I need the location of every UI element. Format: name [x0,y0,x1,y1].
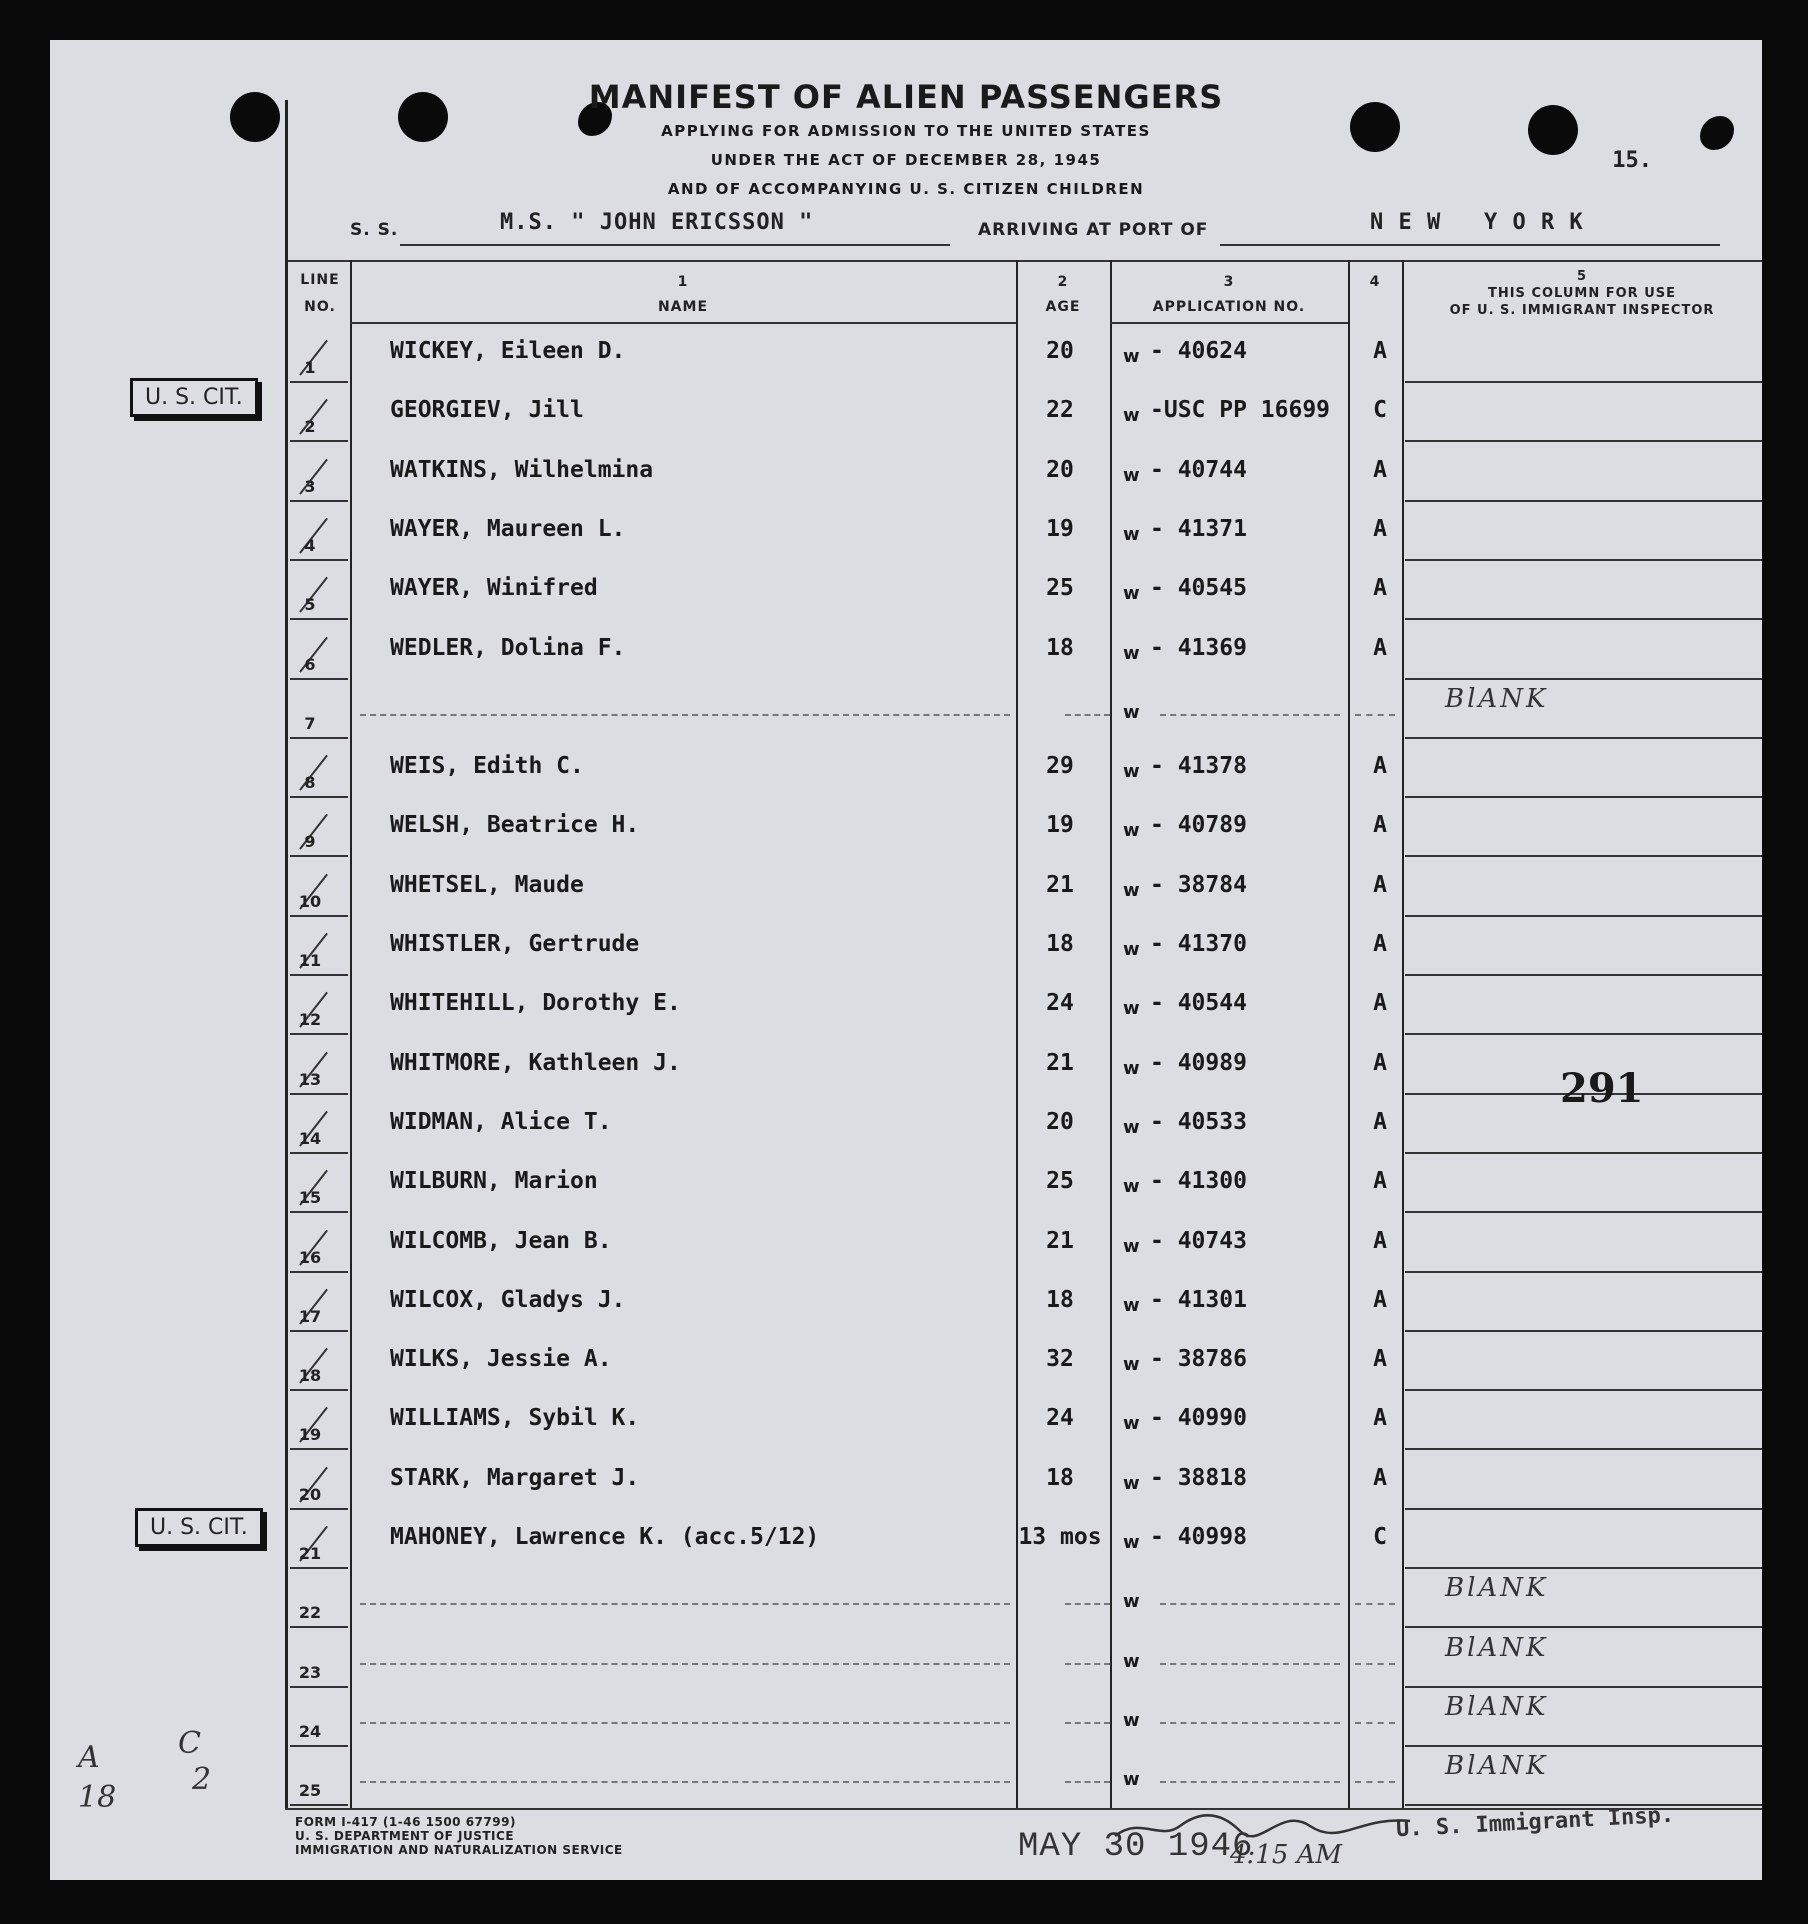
application-prefix: w [1123,464,1140,486]
application-number: - 40998 [1150,1524,1247,1550]
passenger-age: 25 [1046,1168,1074,1195]
form-line: IMMIGRATION AND NATURALIZATION SERVICE [295,1843,623,1857]
status-code: A [1373,931,1387,957]
col-name [350,274,1016,316]
status-code: A [1373,1168,1387,1195]
col-application [1110,274,1348,316]
passenger-age: 18 [1046,634,1074,661]
application-prefix: w [1123,1116,1140,1138]
application-number: - 40744 [1150,456,1247,483]
application-number: - 40989 [1150,1049,1247,1076]
table-row [50,976,1762,1035]
status-code: A [1373,634,1387,661]
table-row [50,798,1762,857]
ship-name: M.S. " JOHN ERICSSON " [500,210,814,235]
col-line-no [290,272,350,316]
table-row [50,1273,1762,1332]
application-prefix: w [1123,761,1140,783]
form-line: U. S. DEPARTMENT OF JUSTICE [295,1829,515,1843]
line-number: 23 [298,1662,322,1682]
passenger-age: 24 [1046,990,1074,1017]
passenger-name: WILBURN, Marion [390,1168,598,1195]
line-number: 2 [304,417,316,437]
ship-row [350,208,1720,248]
form-info [295,1815,623,1857]
application-prefix: w [1123,1472,1140,1494]
status-code: C [1373,397,1387,424]
subtitle-line: APPLYING FOR ADMISSION TO THE UNITED STATES [661,122,1151,140]
application-prefix: w [1123,1709,1140,1731]
sheet-number: 15. [1612,148,1652,173]
table-row [50,1332,1762,1391]
line-number: 15 [298,1188,322,1208]
passenger-age: 20 [1046,1108,1074,1135]
col-name-label: NAME [657,299,709,315]
passenger-name: GEORGIEV, Jill [390,397,584,424]
passenger-name: MAHONEY, Lawrence K. (acc.5/12) [390,1524,820,1550]
line-number: 13 [298,1069,322,1089]
passenger-name: WICKEY, Eileen D. [390,338,626,364]
blank-dash [1355,1722,1395,1724]
col-inspector-label: THIS COLUMN FOR USE [1487,286,1677,301]
col-age-label: AGE [1045,299,1081,315]
col-number: 4 [1369,274,1381,290]
passenger-age: 21 [1046,871,1074,898]
table-row [50,561,1762,620]
blank-dash [360,1603,1010,1605]
status-code: A [1373,1049,1387,1076]
passenger-name: WATKINS, Wilhelmina [390,456,654,483]
blank-dash [1065,1663,1110,1665]
application-prefix: w [1123,1354,1140,1376]
application-prefix: w [1123,1769,1140,1791]
table-row [50,858,1762,917]
table-row [50,1688,1762,1747]
passenger-age: 13 mos [1018,1524,1102,1550]
line-number: 6 [304,654,316,674]
application-prefix: w [1123,346,1140,367]
col-number: 5 [1576,269,1588,284]
application-prefix: w [1123,1176,1140,1198]
us-citizen-stamp: U. S. CIT. [130,378,258,417]
subtitle-line: AND OF ACCOMPANYING U. S. CITIZEN CHILDREN [667,180,1145,198]
margin-note: A [78,1740,100,1775]
application-prefix: w [1123,820,1140,842]
application-prefix: w [1123,1294,1140,1316]
time-note: 4:15 AM [1230,1840,1343,1870]
table-row [50,1629,1762,1688]
blank-dash [1160,1663,1340,1665]
blank-dash [1160,714,1340,716]
line-number: 14 [298,1128,322,1148]
blank-dash [1355,1603,1395,1605]
line-number: 3 [304,476,316,496]
line-number: 18 [298,1366,322,1386]
line-number: 1 [304,358,316,377]
application-number: - 41369 [1150,634,1247,661]
line-number: 7 [304,713,316,733]
blank-dash [1160,1603,1340,1605]
passenger-name: WILCOX, Gladys J. [390,1286,626,1313]
status-code: A [1373,812,1387,839]
table-row [50,1510,1762,1569]
passenger-name: WELSH, Beatrice H. [390,812,640,839]
passenger-age: 29 [1046,753,1074,780]
application-prefix: w [1123,998,1140,1020]
application-number: - 41371 [1150,515,1247,542]
table-row [50,1214,1762,1273]
line-number: 22 [298,1603,322,1623]
ship-line [400,244,950,246]
line-number: 5 [304,595,316,615]
blank-dash [1065,1603,1110,1605]
blank-note: BlANK [1445,1751,1549,1782]
passenger-age: 19 [1046,515,1074,542]
blank-dash [1355,1663,1395,1665]
col-application-label: APPLICATION NO. [1152,299,1306,315]
margin-note: 18 [78,1780,117,1815]
margin-note: 2 [192,1762,212,1797]
blank-dash [1065,1722,1110,1724]
status-code: A [1373,1286,1387,1313]
manifest-title: MANIFEST OF ALIEN PASSENGERS [588,78,1224,116]
manifest-sheet [50,40,1762,1880]
line-number: 8 [304,773,316,793]
passenger-age: 21 [1046,1049,1074,1076]
application-number: - 38784 [1150,871,1247,898]
date-stamp: MAY 30 1946 [1018,1828,1254,1866]
table-row [50,1747,1762,1806]
passenger-name: WILCOMB, Jean B. [390,1227,612,1254]
table-row [50,324,1762,383]
col-number: 3 [1223,274,1235,290]
passenger-name: WHITEHILL, Dorothy E. [390,990,681,1017]
table-row [50,1391,1762,1450]
application-prefix: w [1123,939,1140,960]
table-row [50,383,1762,442]
line-number: 21 [298,1544,322,1563]
margin-note: C [178,1726,201,1761]
col-4 [1348,274,1402,291]
passenger-name: WAYER, Maureen L. [390,515,626,542]
blank-dash [360,1722,1010,1724]
blank-note: BlANK [1445,683,1549,714]
application-number: - 41370 [1150,931,1247,957]
application-number: - 40624 [1150,338,1247,364]
us-citizen-stamp: U. S. CIT. [135,1508,263,1547]
status-code: A [1373,456,1387,483]
application-prefix: w [1123,1235,1140,1257]
blank-dash [1160,1722,1340,1724]
table-row [50,1036,1762,1095]
status-code: A [1373,1108,1387,1135]
passenger-name: WHETSEL, Maude [390,871,584,898]
application-prefix: w [1123,701,1140,723]
line-number: 17 [298,1306,322,1326]
port-name: N E W Y O R K [1370,210,1584,235]
line-number: 20 [298,1484,322,1504]
arriving-label: ARRIVING AT PORT OF [978,220,1209,240]
application-number: - 41378 [1150,753,1247,780]
subtitle-line: UNDER THE ACT OF DECEMBER 28, 1945 [710,151,1102,169]
application-number: - 40990 [1150,1405,1247,1432]
passenger-age: 18 [1046,1464,1074,1491]
blank-dash [1065,714,1110,716]
application-number: - 38818 [1150,1464,1247,1491]
status-code: A [1373,515,1387,542]
application-number: - 40544 [1150,990,1247,1017]
application-prefix: w [1123,879,1140,901]
line-number: 25 [298,1781,322,1801]
passenger-age: 20 [1046,338,1074,364]
status-code: A [1373,1227,1387,1254]
status-code: A [1373,1346,1387,1373]
table-row [50,443,1762,502]
line-number: 4 [304,535,316,555]
application-prefix: w [1123,1413,1140,1435]
col-line-no-label: NO. [304,299,336,315]
blank-dash [360,1781,1010,1783]
passenger-age: 19 [1046,812,1074,839]
blank-note: BlANK [1445,1691,1549,1722]
passenger-name: WHISTLER, Gertrude [390,931,640,957]
col-inspector [1402,268,1762,319]
col-inspector-label: OF U. S. IMMIGRANT INSPECTOR [1449,303,1715,318]
status-code: A [1373,338,1387,364]
passenger-age: 21 [1046,1227,1074,1254]
status-code: A [1373,575,1387,602]
form-line: FORM I-417 (1-46 1500 67799) [295,1815,516,1829]
table-row [50,1569,1762,1628]
passenger-age: 32 [1046,1346,1074,1373]
table-row [50,502,1762,561]
line-number: 16 [298,1247,322,1267]
passenger-age: 24 [1046,1405,1074,1432]
application-number: - 41301 [1150,1286,1247,1313]
application-number: - 41300 [1150,1168,1247,1195]
application-number: -USC PP 16699 [1150,397,1331,424]
inspector-count: 291 [1560,1065,1644,1112]
passenger-name: STARK, Margaret J. [390,1464,640,1491]
blank-dash [1355,714,1395,716]
application-prefix: w [1123,642,1140,664]
line-number: 12 [298,1010,322,1030]
col-number: 2 [1057,274,1069,290]
status-code: A [1373,1405,1387,1432]
passenger-age: 22 [1046,397,1074,424]
line-no-rule [290,1804,348,1806]
application-prefix: w [1123,1591,1140,1613]
port-line [1220,244,1720,246]
inspector-stamp: U. S. Immigrant Insp. [1395,1802,1675,1843]
table-row [50,621,1762,680]
application-number: - 40545 [1150,575,1247,602]
passenger-name: WEDLER, Dolina F. [390,634,626,661]
passenger-name: WEIS, Edith C. [390,753,584,780]
passenger-name: WHITMORE, Kathleen J. [390,1049,681,1076]
blank-dash [1065,1781,1110,1783]
line-number: 11 [298,951,322,970]
blank-dash [1160,1781,1340,1783]
application-prefix: w [1123,405,1140,427]
application-number: - 40743 [1150,1227,1247,1254]
blank-note: BlANK [1445,1573,1549,1604]
line-number: 24 [298,1721,322,1741]
col-line-no-label: LINE [300,272,340,288]
table-row [50,1451,1762,1510]
table-row [50,1154,1762,1213]
status-code: A [1373,990,1387,1017]
passenger-age: 18 [1046,931,1074,957]
line-number: 9 [304,832,316,852]
passenger-name: WIDMAN, Alice T. [390,1108,612,1135]
application-prefix: w [1123,523,1140,545]
ss-label: S. S. [350,220,399,240]
application-prefix: w [1123,1057,1140,1079]
passenger-name: WILKS, Jessie A. [390,1346,612,1373]
application-number: - 38786 [1150,1346,1247,1373]
inspector-rule [1405,1804,1762,1806]
line-number: 19 [298,1425,322,1445]
passenger-age: 18 [1046,1286,1074,1313]
table-row [50,917,1762,976]
blank-dash [360,714,1010,716]
table-row [50,680,1762,739]
blank-note: BlANK [1445,1632,1549,1663]
application-number: - 40533 [1150,1108,1247,1135]
table-row [50,739,1762,798]
col-age [1016,274,1110,316]
passenger-age: 20 [1046,456,1074,483]
application-number: - 40789 [1150,812,1247,839]
line-number: 10 [298,891,322,911]
application-prefix: w [1123,1650,1140,1672]
status-code: A [1373,871,1387,898]
status-code: A [1373,753,1387,780]
blank-dash [360,1663,1010,1665]
application-prefix: w [1123,1532,1140,1553]
table-top-rule [285,260,1762,262]
status-code: C [1373,1524,1387,1550]
table-row [50,1095,1762,1154]
passenger-age: 25 [1046,575,1074,602]
blank-dash [1355,1781,1395,1783]
passenger-name: WAYER, Winifred [390,575,598,602]
status-code: A [1373,1464,1387,1491]
passenger-name: WILLIAMS, Sybil K. [390,1405,640,1432]
col-number: 1 [677,274,689,290]
application-prefix: w [1123,583,1140,605]
